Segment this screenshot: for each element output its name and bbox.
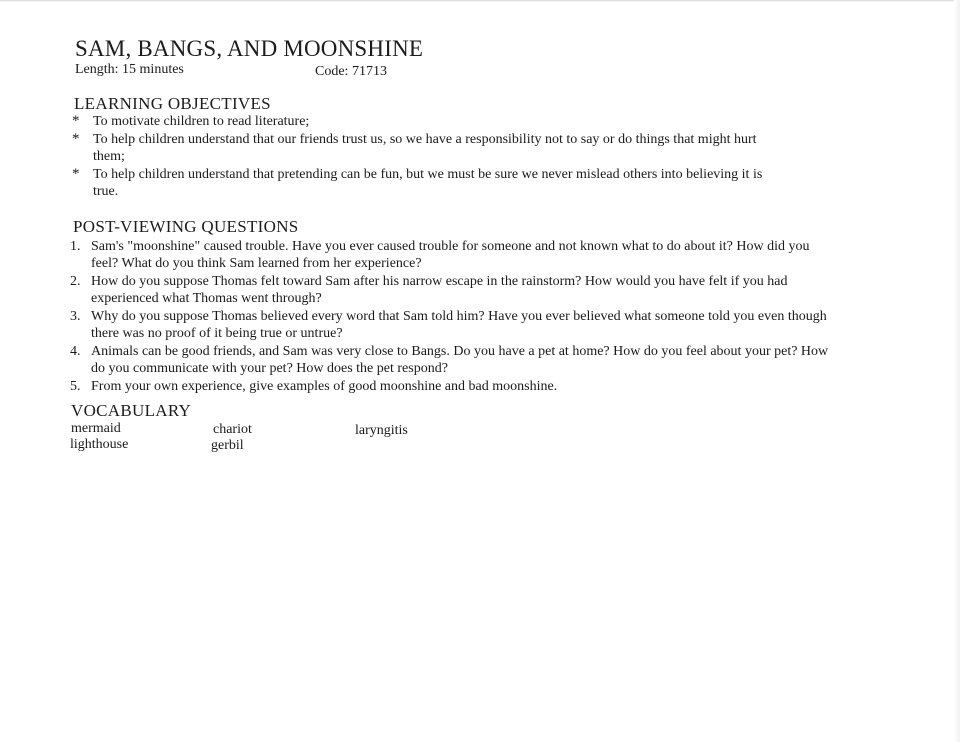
bullet-asterisk: * <box>72 166 80 182</box>
vocabulary-word: lighthouse <box>70 437 129 452</box>
vocabulary-word: laryngitis <box>355 423 408 438</box>
question-item <box>70 308 830 342</box>
document-title: SAM, BANGS, AND MOONSHINE <box>75 36 424 61</box>
objective-text: To help children understand that pretending can be fun, but we must be sure we never mislead others into believing it is true. <box>93 167 763 199</box>
question-item <box>70 238 830 272</box>
objective-text: To motivate children to read literature; <box>93 114 310 129</box>
question-text: Why do you suppose Thomas believed every word that Sam told him? Have you ever believed what someone told you even though there was no proof of it being true or untrue? <box>91 309 827 341</box>
question-item <box>70 273 830 307</box>
question-number: 3. <box>70 309 81 324</box>
question-number: 2. <box>70 274 81 289</box>
objective-item <box>72 166 772 200</box>
question-text: From your own experience, give examples of good moonshine and bad moonshine. <box>91 379 558 394</box>
objective-item <box>72 131 772 165</box>
post-viewing-questions-list <box>70 238 830 396</box>
question-item <box>70 343 830 377</box>
learning-objectives-heading: LEARNING OBJECTIVES <box>74 94 271 113</box>
question-number: 5. <box>70 379 81 394</box>
learning-objectives-list <box>72 113 772 201</box>
vocabulary-heading: VOCABULARY <box>71 401 192 420</box>
vocabulary-word: chariot <box>213 422 252 437</box>
vocabulary-word: mermaid <box>71 421 121 436</box>
code-label: Code: 71713 <box>315 64 387 79</box>
bullet-asterisk: * <box>72 131 80 147</box>
question-text: Sam's "moonshine" caused trouble. Have you ever caused trouble for someone and not known what to do about it? How did you feel? What do you think Sam learned from her experience? <box>91 239 810 271</box>
question-number: 4. <box>70 344 81 359</box>
length-label: Length: 15 minutes <box>75 62 184 77</box>
bullet-asterisk: * <box>72 113 80 129</box>
post-viewing-questions-heading: POST-VIEWING QUESTIONS <box>73 217 299 236</box>
objective-text: To help children understand that our friends trust us, so we have a responsibility not to say or do things that might hurt them; <box>93 132 757 164</box>
question-number: 1. <box>70 239 81 254</box>
vocabulary-word: gerbil <box>211 438 244 453</box>
question-item <box>70 378 830 395</box>
objective-item <box>72 113 772 130</box>
question-text: Animals can be good friends, and Sam was very close to Bangs. Do you have a pet at home? How do you feel about your pet? How do you communicate with your pet? How does the pet respond? <box>91 344 829 376</box>
question-text: How do you suppose Thomas felt toward Sam after his narrow escape in the rainstorm? How would you have felt if you had experienced what Thomas went through? <box>91 274 788 306</box>
